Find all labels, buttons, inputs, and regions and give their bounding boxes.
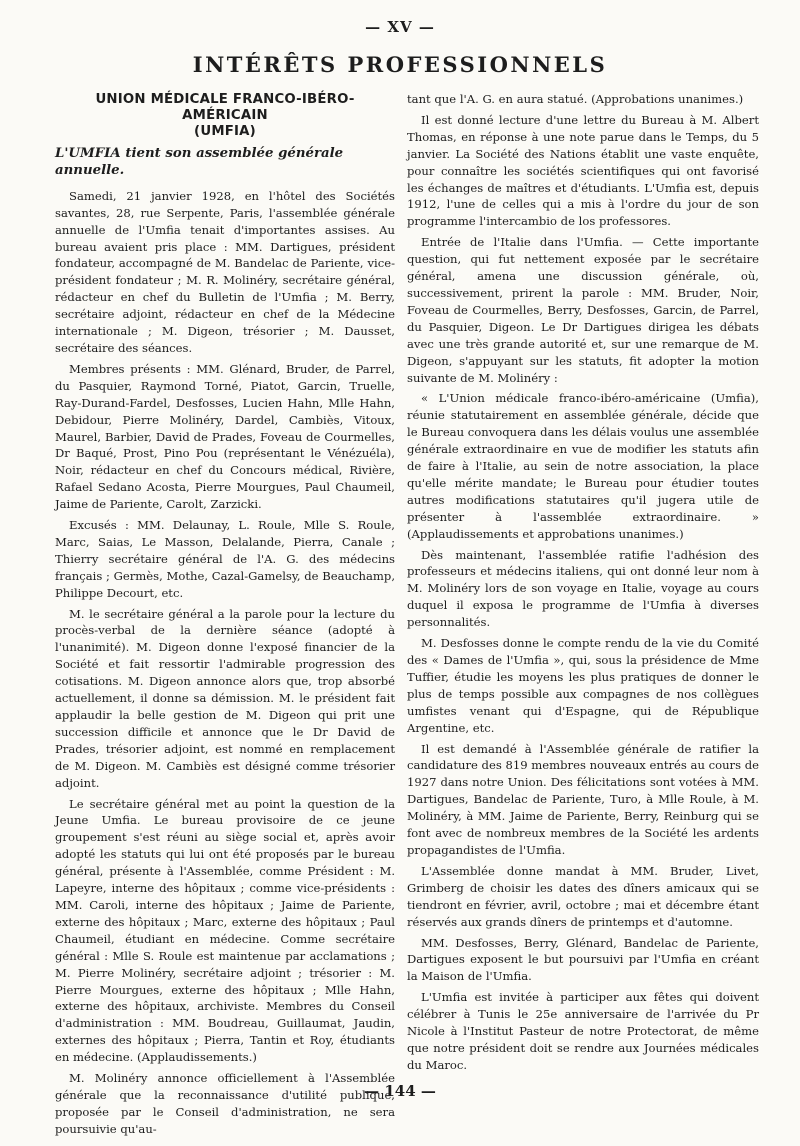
left-column — [55, 90, 395, 1142]
right-column — [407, 91, 759, 1078]
paragraph: tant que l'A. G. en aura statué. (Approbations unanimes.) — [407, 92, 744, 106]
paragraph: MM. Desfosses, Berry, Glénard, Bandelac de Pariente, Dartigues exposent le but poursuivi par l'Umfia en créant la Maison de l'Umfia. — [407, 935, 759, 984]
section-heading-acronym: (UMFIA) — [194, 124, 256, 139]
paragraph: Le secrétaire général met au point la question de la Jeune Umfia. Le bureau provisoire de ce jeune groupement s'est réuni au siège social et, après avoir adopté les statuts qui lui ont été proposés par le bureau général, présente à l'Assemblée, comme Président : M. Lapeyre, interne des hôpitaux ; comme vice-présidents : MM. Caroli, interne des hôpitaux ; Jaime de Pariente, externe des hôpitaux ; Marc, externe des hôpitaux ; Paul Chaumeil, étudiant en médecine. Comme secrétaire général : Mlle S. Roule est maintenue par acclamations ; M. Pierre Molinéry, secrétaire adjoint ; trésorier : M. Pierre Mourgues, externe des hôpitaux ; Mlle Hahn, externe des hôpitaux, archiviste. Membres du Conseil d'administration : MM. Boudreau, Guillaumat, Jaudin, externes des hôpitaux ; Pierra, Tantin et Roy, étudiants en médecine. (Applaudissements.) — [55, 796, 395, 1065]
roman-page-number: — XV — — [365, 18, 435, 36]
page-number: — 144 — — [364, 1082, 436, 1100]
paragraph: Excusés : MM. Delaunay, L. Roule, Mlle S. Roule, Marc, Saias, Le Masson, Delalande, Pierra, Canale ; Thierry secrétaire général de l'A. G. des médecins français ; Germès, Mothe, Cazal-Gamelsy, de Beauchamp, Philippe Decourt, etc. — [55, 518, 395, 600]
paragraph: Dès maintenant, l'assemblée ratifie l'adhésion des professeurs et médecins italiens, qui ont donné leur nom à M. Molinéry lors de son voyage en Italie, voyage au cours duquel il exposa le programme de l'Umfia à diverses personnalités. — [407, 547, 759, 630]
paragraph: M. le secrétaire général a la parole pour la lecture du procès-verbal de la dernière séance (adopté à l'unanimité). M. Digeon donne l'exposé financier de la Société et fait ressortir l'admirable progression des cotisations. M. Digeon annonce alors que, trop absorbé actuellement, il donne sa démission. M. le président fait applaudir la belle gestion de M. Digeon qui prit une succession difficile et annonce que le Dr David de Prades, trésorier adjoint, est nommé en remplacement de M. Digeon. M. Cambiès est désigné comme trésorier adjoint. — [55, 606, 395, 790]
section-subtitle: L'UMFIA tient son assemblée générale annuelle. — [55, 146, 344, 178]
page-title: INTÉRÊTS PROFESSIONNELS — [192, 52, 608, 77]
paragraph: L'Assemblée donne mandat à MM. Bruder, Livet, Grimberg de choisir les dates des dîners amicaux qui se tiendront en février, avril, octobre ; mai et décembre étant réservés aux grands dîners de printemps et d'automne. — [407, 863, 759, 929]
paragraph: M. Desfosses donne le compte rendu de la vie du Comité des « Dames de l'Umfia », qui, sous la présidence de Mme Tuffier, étudie les moyens les plus pratiques de donner le plus de temps possible aux compagnes de nos collègues umfistes venant qui d'Espagne, qui de République Argentine, etc. — [407, 636, 759, 735]
paragraph: « L'Union médicale franco-ibéro-américaine (Umfia), réunie statutairement en assemblée générale, décide que le Bureau convoquera dans les délais voulus une assemblée générale extraordinaire en vue de modifier les statuts afin de faire à l'Italie, au sein de notre association, la place qu'elle mérite mandate; le Bureau pour étudier toutes autres modifications statutaires qu'il jugera utile de présenter à l'assemblée extraordinaire. » (Applaudissements et approbations unanimes.) — [407, 391, 759, 541]
paragraph: Il est donné lecture d'une lettre du Bureau à M. Albert Thomas, en réponse à une note parue dans le Temps, du 5 janvier. La Société des Nations établit une vaste enquête, pour connaître les sociétés scientifiques qui ont favorisé les échanges de maîtres et d'étudiants. L'Umfia est, depuis 1912, l'une de celles qui a mis à l'ordre du jour de son programme l'intercambio de los professores. — [407, 112, 759, 229]
paragraph: Membres présents : MM. Glénard, Bruder, de Parrel, du Pasquier, Raymond Torné, Piatot, Garcin, Truelle, Ray-Durand-Fardel, Desfosses, Lucien Hahn, Mlle Hahn, Debidour, Pierre Molinéry, Dardel, Cambiès, Vitoux, Maurel, Barbier, David de Prades, Foveau de Courmelles, Dr Baqué, Prost, Pino Pou (représentant le Vénézuéla), Noir, rédacteur en chef du Concours médical, Rivière, Rafael Sedano Acosta, Pierre Mourgues, Paul Chaumeil, Jaime de Pariente, Carolt, Zarzicki. — [55, 361, 395, 512]
paragraph: L'Umfia est invitée à participer aux fêtes qui doivent célébrer à Tunis le 25e anniversaire de l'arrivée du Pr Nicole à l'Institut Pasteur de notre Protectorat, de même que notre président doit se rendre aux Journées médicales du Maroc. — [407, 990, 759, 1072]
section-heading-line: UNION MÉDICALE FRANCO-IBÉRO-AMÉRICAIN — [95, 92, 355, 123]
paragraph: Samedi, 21 janvier 1928, en l'hôtel des Sociétés savantes, 28, rue Serpente, Paris, l'assemblée générale annuelle de l'Umfia tenait d'importantes assises. Au bureau avaient pris place : MM. Dartigues, président fondateur, accompagné de M. Bandelac de Pariente, vice-président fondateur ; M. R. Molinéry, secrétaire général, rédacteur en chef du Bulletin de l'Umfia ; M. Berry, secrétaire adjoint, rédacteur en chef de la Médecine internationale ; M. Digeon, trésorier ; M. Dausset, secrétaire des séances. — [55, 188, 395, 355]
paragraph: Entrée de l'Italie dans l'Umfia. — Cette importante question, qui fut nettement exposée par le secrétaire général, amena une discussion générale, où, successivement, prirent la parole : MM. Bruder, Noir, Foveau de Courmelles, Berry, Desfosses, Garcin, de Parrel, du Pasquier, Digeon. Le Dr Dartigues dirigea les débats avec une très grande autorité et, sur une remarque de M. Digeon, s'appuyant sur les statuts, fit adopter la motion suivante de M. Molinéry : — [407, 235, 759, 385]
paragraph: M. Molinéry annonce officiellement à l'Assemblée générale que la reconnaissance d'utilité publique, proposée par le Conseil d'administration, ne sera poursuivie qu'au- — [55, 1071, 395, 1136]
paragraph: Il est demandé à l'Assemblée générale de ratifier la candidature des 819 membres nouveaux entrés au cours de 1927 dans notre Union. Des félicitations sont votées à MM. Dartigues, Bandelac de Pariente, Turo, à Mlle Roule, à M. Molinéry, à MM. Jaime de Pariente, Berry, Reinburg qui se font avec de nombreux membres de la Société les ardents propagandistes de l'Umfia. — [407, 741, 760, 857]
section-heading — [55, 92, 395, 140]
